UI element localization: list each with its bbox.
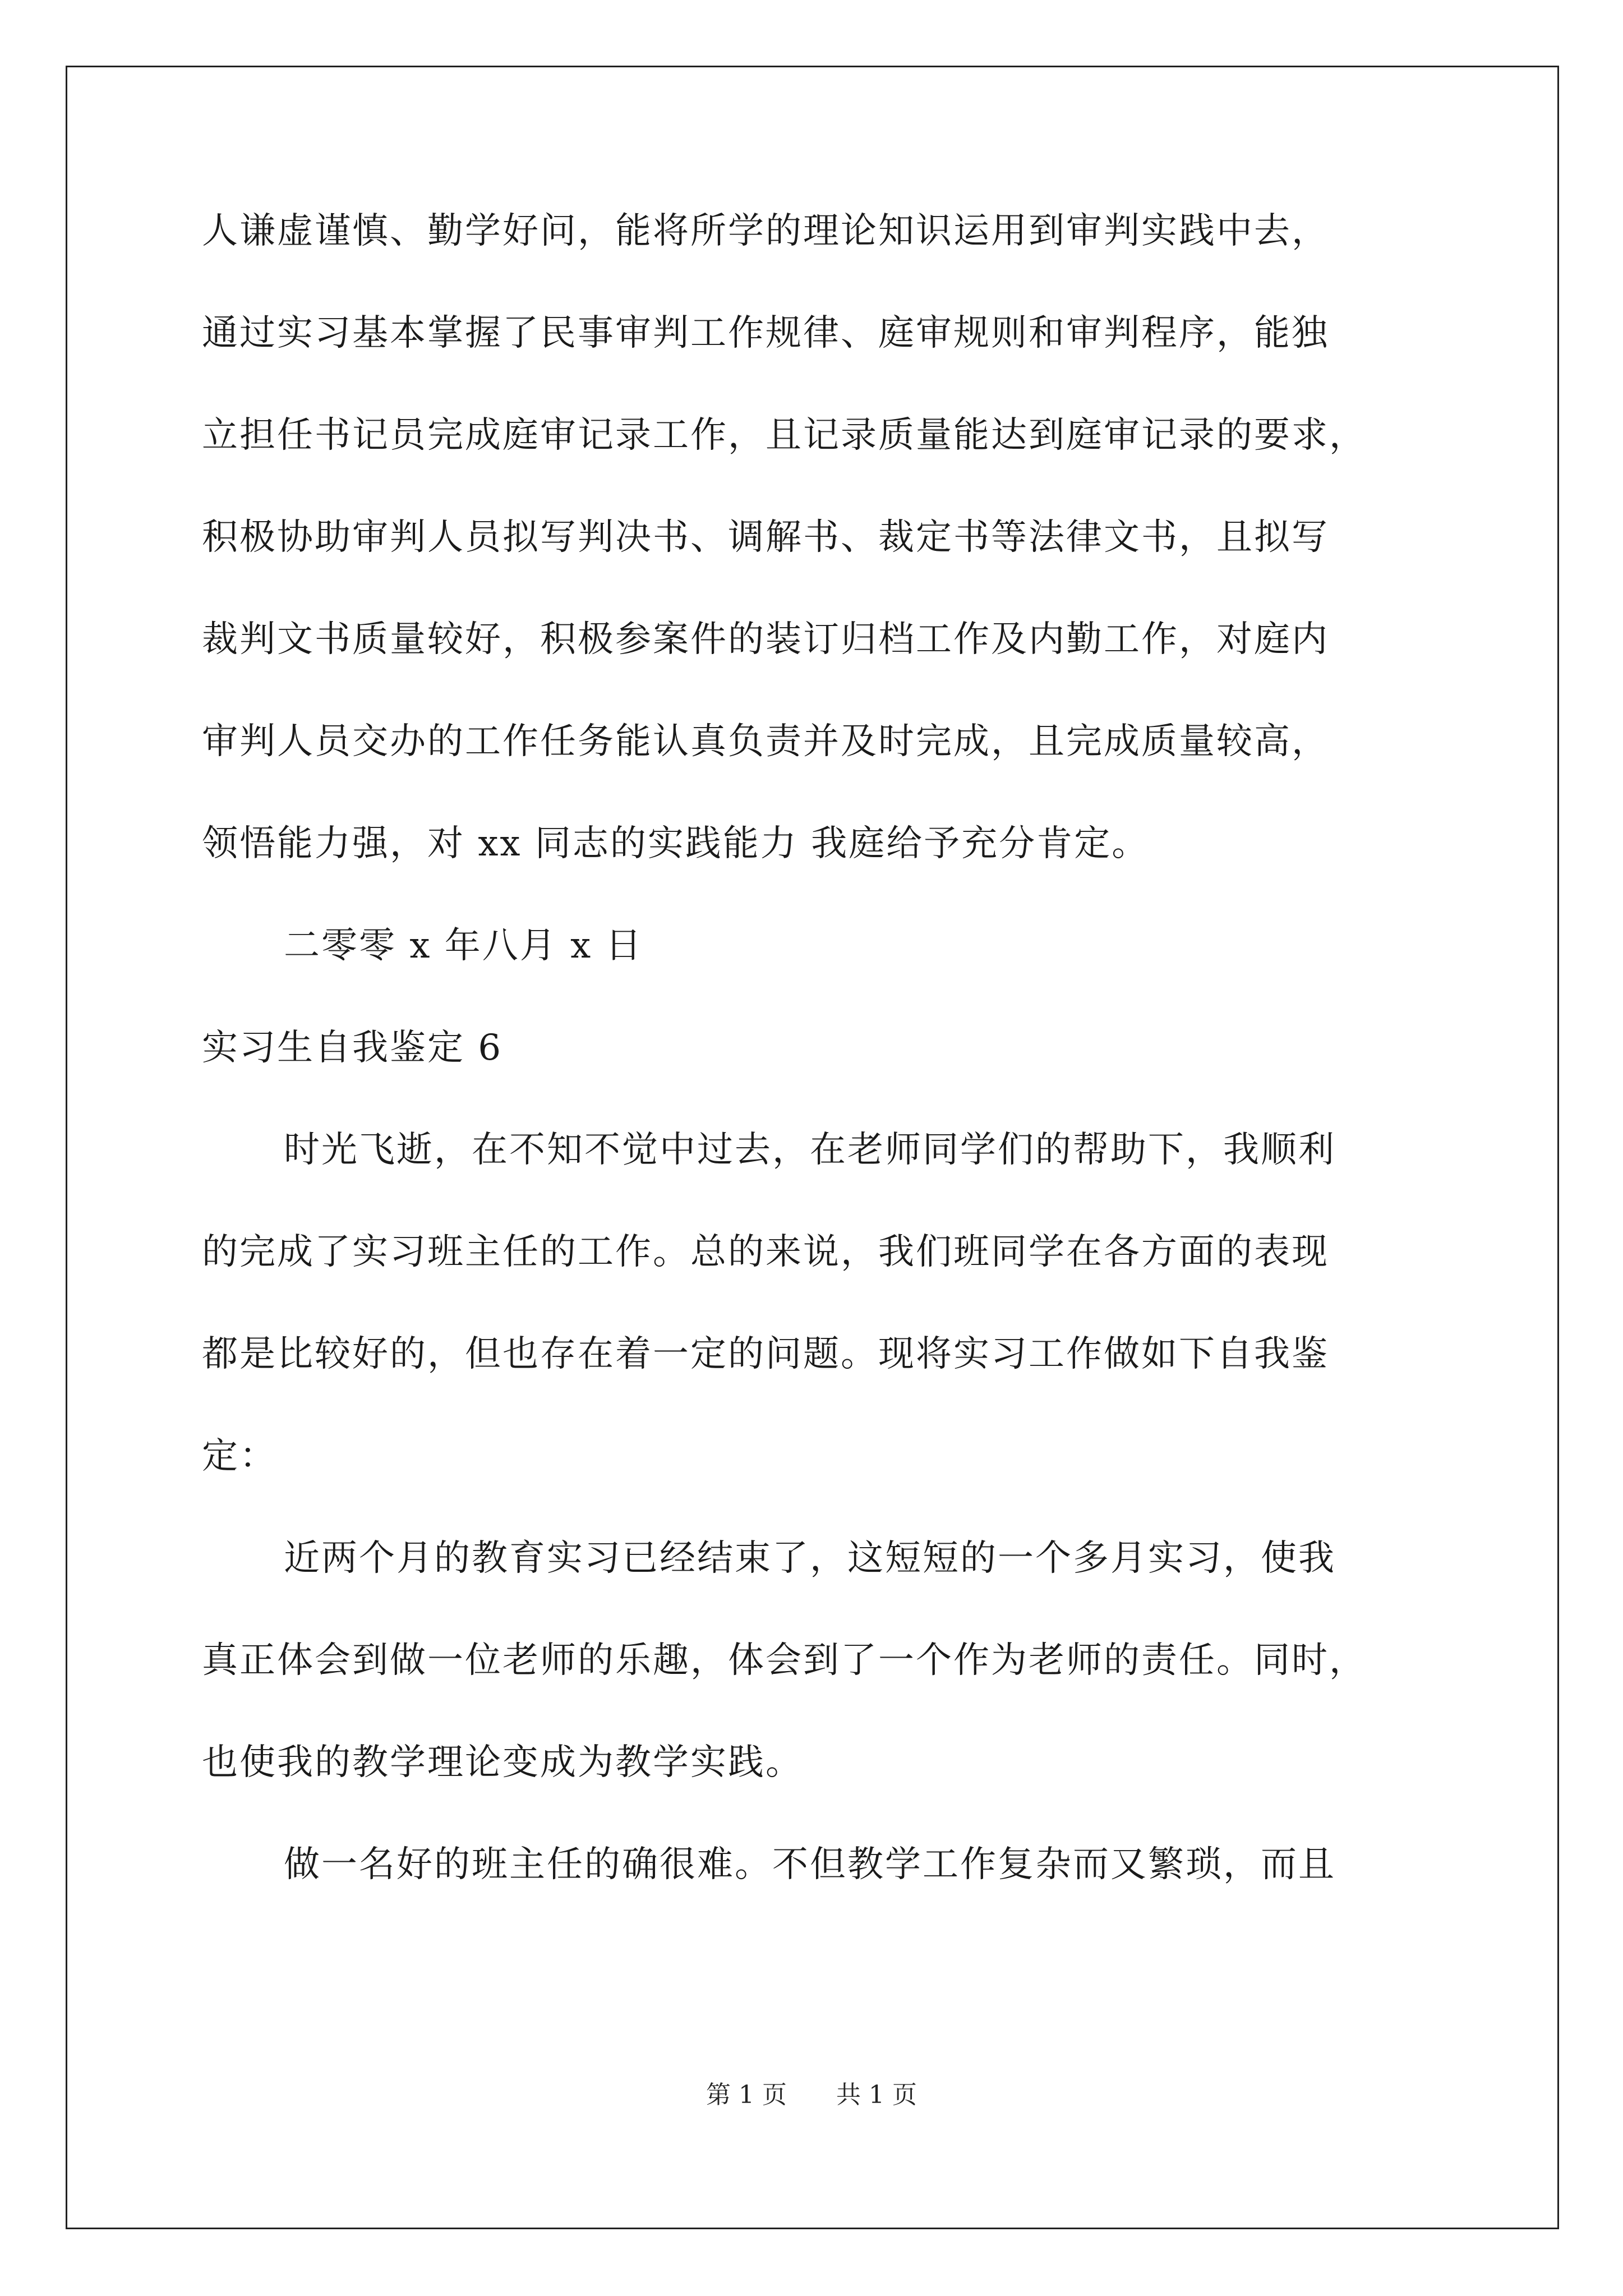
text-line: 审判人员交办的工作任务能认真负责并及时完成，且完成质量较高， xyxy=(202,721,1329,762)
text-line: 领悟能力强，对 xx 同志的实践能力 我庭给予充分肯定。 xyxy=(202,823,1150,864)
page-total: 共 1 页 xyxy=(836,2081,917,2109)
text-line: 通过实习基本掌握了民事审判工作规律、庭审规则和审判程序，能独 xyxy=(202,312,1329,354)
text-line: 也使我的教学理论变成为教学实践。 xyxy=(202,1742,803,1783)
text-line: 时光飞逝，在不知不觉中过去，在老师同学们的帮助下，我顺利 xyxy=(284,1129,1336,1171)
page-footer xyxy=(0,2078,1623,2112)
text-line: 积极协助审判人员拟写判决书、调解书、裁定书等法律文书，且拟写 xyxy=(202,517,1329,558)
text-line: 近两个月的教育实习已经结束了，这短短的一个多月实习，使我 xyxy=(284,1538,1336,1579)
text-line: 都是比较好的，但也存在着一定的问题。现将实习工作做如下自我鉴 xyxy=(202,1333,1329,1375)
text-line: 的完成了实习班主任的工作。总的来说，我们班同学在各方面的表现 xyxy=(202,1231,1329,1273)
text-line: 真正体会到做一位老师的乐趣，体会到了一个作为老师的责任。同时， xyxy=(202,1640,1367,1681)
section-heading: 实习生自我鉴定 6 xyxy=(202,1027,503,1069)
text-line: 定： xyxy=(202,1435,277,1477)
text-line: 裁判文书质量较好，积极参案件的装订归档工作及内勤工作，对庭内 xyxy=(202,619,1329,660)
page-number: 第 1 页 xyxy=(706,2081,787,2109)
date-line: 二零零 x 年八月 x 日 xyxy=(284,925,643,967)
text-line: 人谦虚谨慎、勤学好问，能将所学的理论知识运用到审判实践中去， xyxy=(202,210,1329,252)
text-line: 立担任书记员完成庭审记录工作，且记录质量能达到庭审记录的要求， xyxy=(202,415,1367,456)
text-line: 做一名好的班主任的确很难。不但教学工作复杂而又繁琐，而且 xyxy=(284,1844,1336,1885)
